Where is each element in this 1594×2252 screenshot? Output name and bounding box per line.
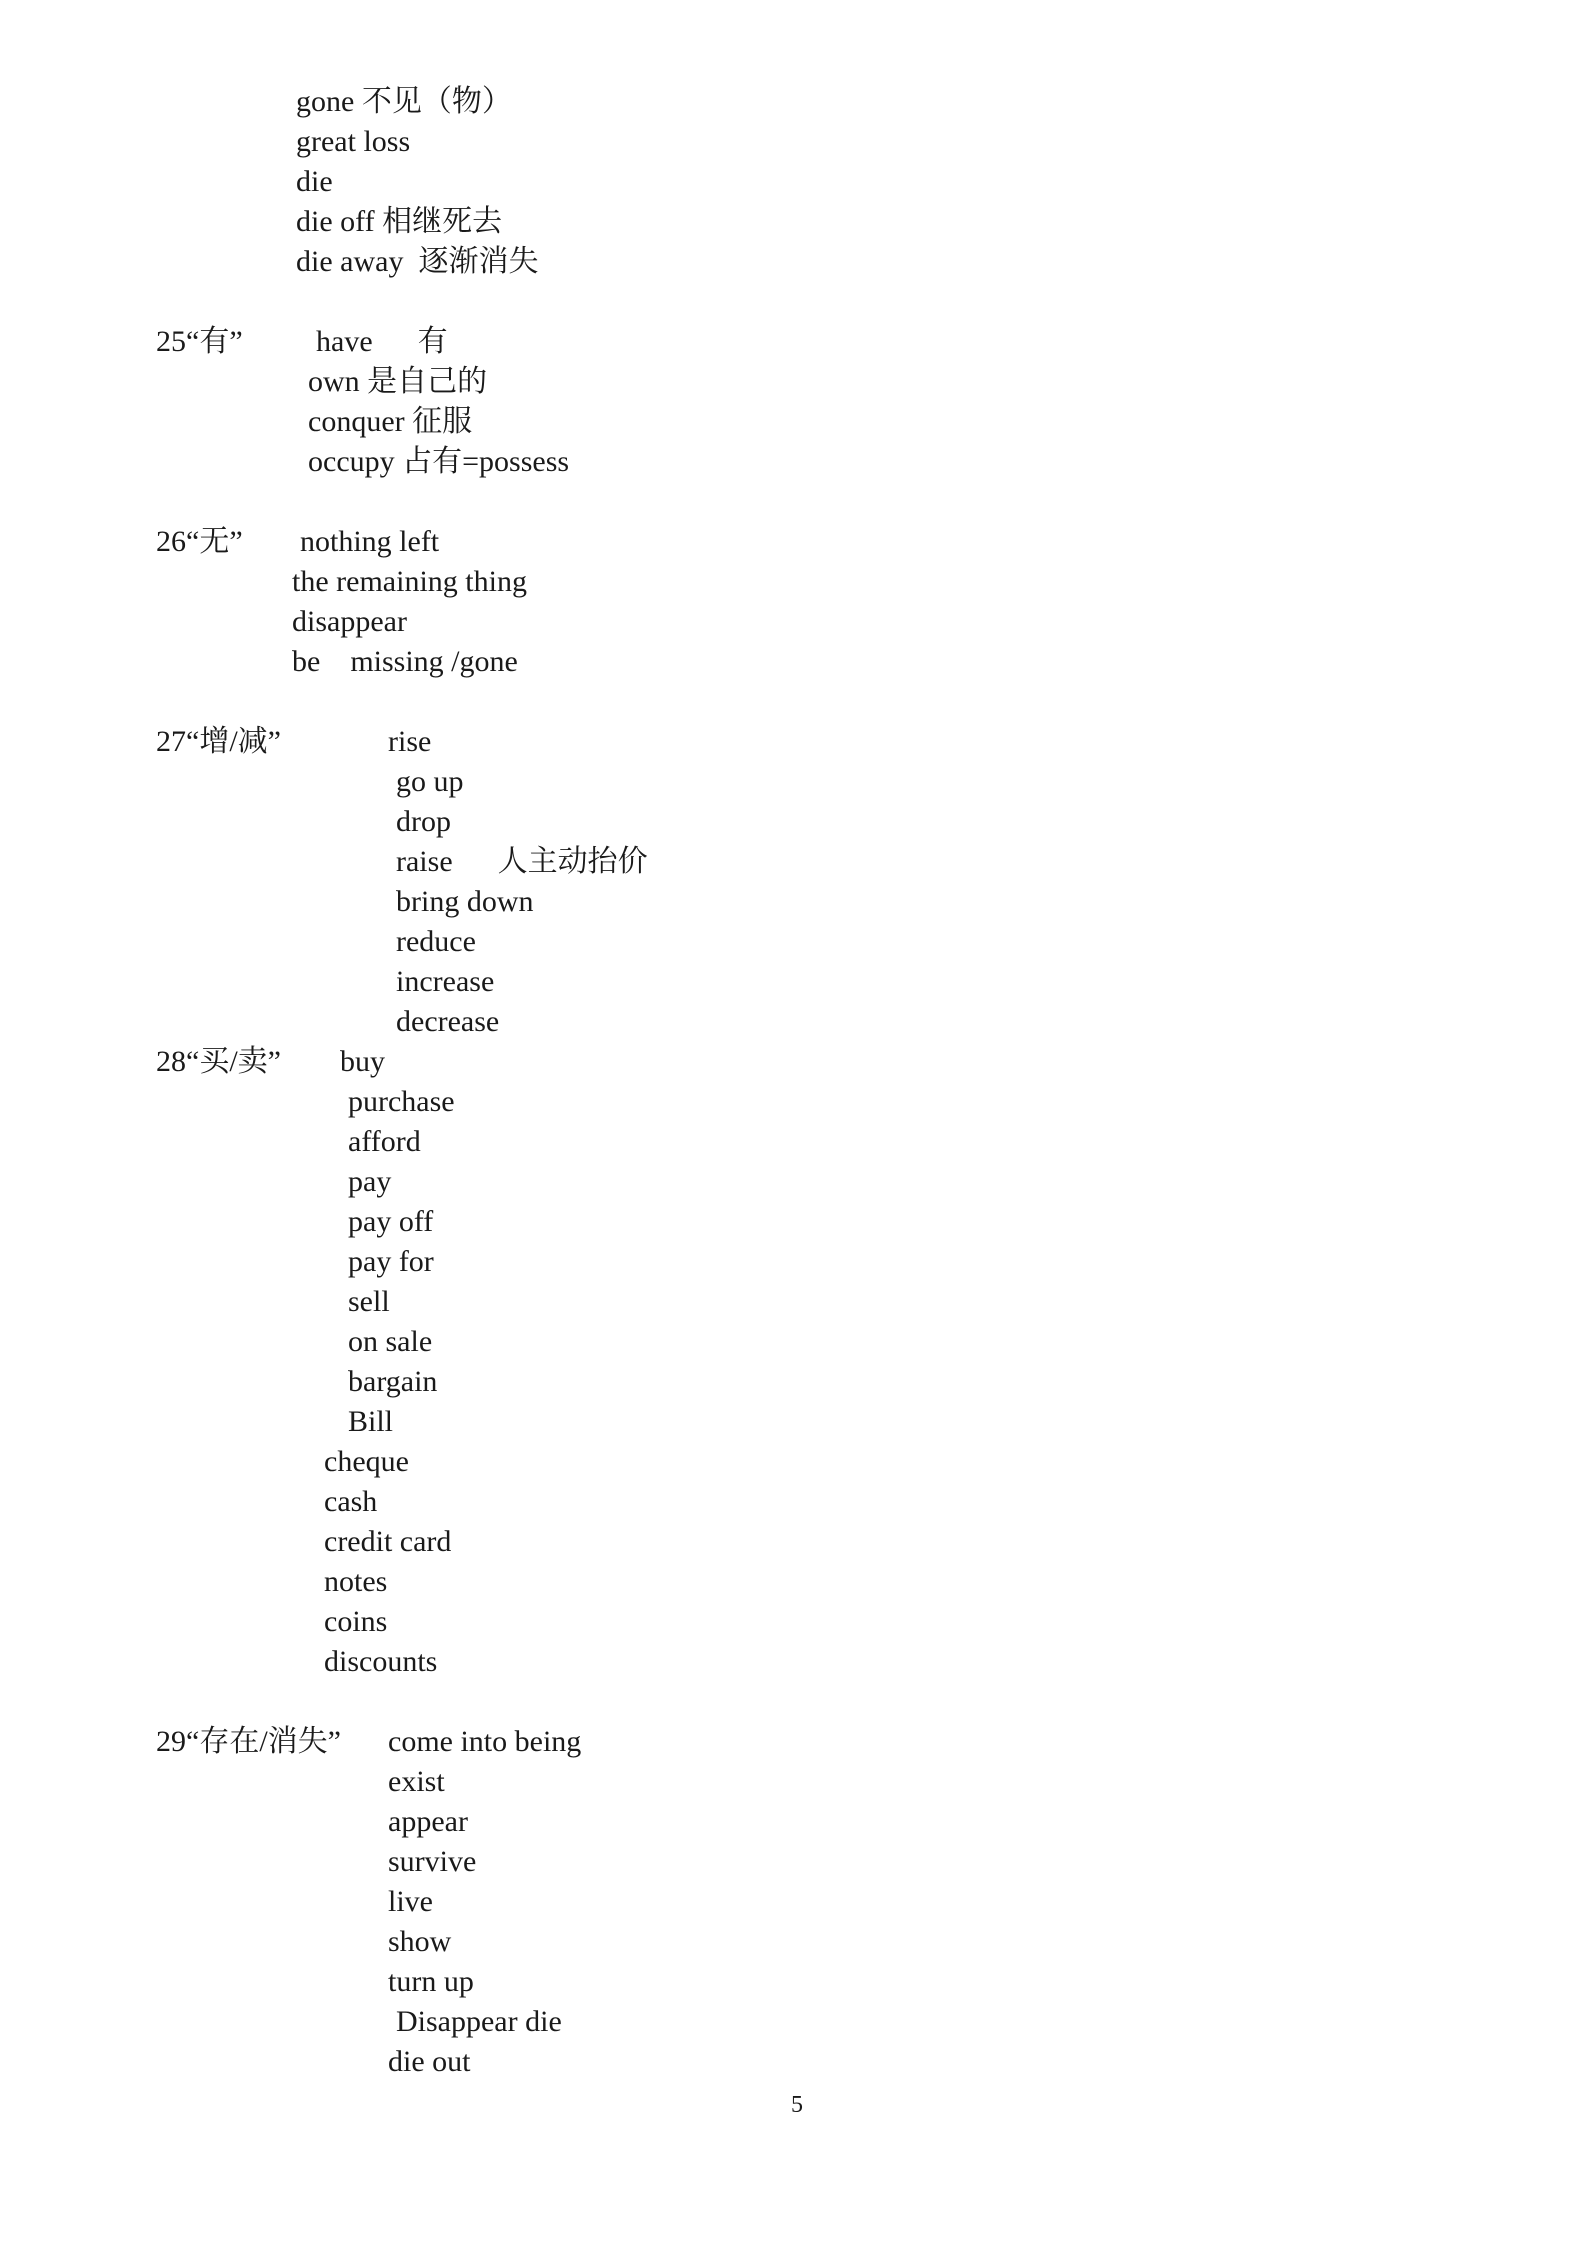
section-26-item: the remaining thing [292, 565, 527, 598]
section-28-item: purchase [348, 1085, 455, 1118]
section-25-item: occupy 占有=possess [308, 445, 570, 478]
section-29-item: die out [388, 2045, 471, 2078]
intro-line: die [296, 165, 333, 198]
section-29-item: come into being [388, 1725, 582, 1758]
section-26-header: 26“无” [156, 525, 243, 558]
section-28-item: discounts [324, 1645, 438, 1678]
section-29-item: survive [388, 1845, 477, 1878]
section-27-header: 27“增/减” [156, 725, 281, 758]
section-28-item: on sale [348, 1325, 433, 1358]
section-28-item: buy [340, 1045, 385, 1078]
section-29-item: Disappear die [396, 2005, 562, 2038]
section-28-item: sell [348, 1285, 390, 1318]
section-28-item: pay off [348, 1205, 434, 1238]
section-27-item: rise [388, 725, 432, 758]
section-28-item: pay for [348, 1245, 434, 1278]
section-29-item: exist [388, 1765, 445, 1798]
section-29-item: turn up [388, 1965, 474, 1998]
intro-line: die away 逐渐消失 [296, 245, 539, 278]
intro-line: great loss [296, 125, 411, 158]
section-27-item: go up [396, 765, 464, 798]
section-25-item: conquer 征服 [308, 405, 473, 438]
section-25-item: have 有 [316, 325, 448, 358]
section-25-header: 25“有” [156, 325, 243, 358]
section-27-item: drop [396, 805, 451, 838]
intro-line: gone 不见（物） [296, 85, 512, 118]
section-28-item: pay [348, 1165, 392, 1198]
section-29-item: appear [388, 1805, 468, 1838]
intro-line: die off 相继死去 [296, 205, 503, 238]
section-28-item: cheque [324, 1445, 409, 1478]
section-26-item: be missing /gone [292, 645, 518, 678]
section-29-item: live [388, 1885, 433, 1918]
section-28-item: afford [348, 1125, 421, 1158]
section-28-item: notes [324, 1565, 388, 1598]
section-28-header: 28“买/卖” [156, 1045, 281, 1078]
section-28-item: bargain [348, 1365, 438, 1398]
section-25-item: own 是自己的 [308, 365, 488, 398]
section-28-item: cash [324, 1485, 378, 1518]
section-26-item: disappear [292, 605, 407, 638]
section-27-item: decrease [396, 1005, 500, 1038]
section-28-item: Bill [348, 1405, 394, 1438]
section-27-item: bring down [396, 885, 534, 918]
section-29-header: 29“存在/消失” [156, 1725, 341, 1758]
section-29-item: show [388, 1925, 452, 1958]
section-28-item: coins [324, 1605, 388, 1638]
section-26-item: nothing left [300, 525, 440, 558]
section-27-item: increase [396, 965, 495, 998]
section-27-item: raise 人主动抬价 [396, 845, 648, 878]
section-27-item: reduce [396, 925, 476, 958]
section-28-item: credit card [324, 1525, 452, 1558]
page-number: 5 [791, 2092, 803, 2118]
